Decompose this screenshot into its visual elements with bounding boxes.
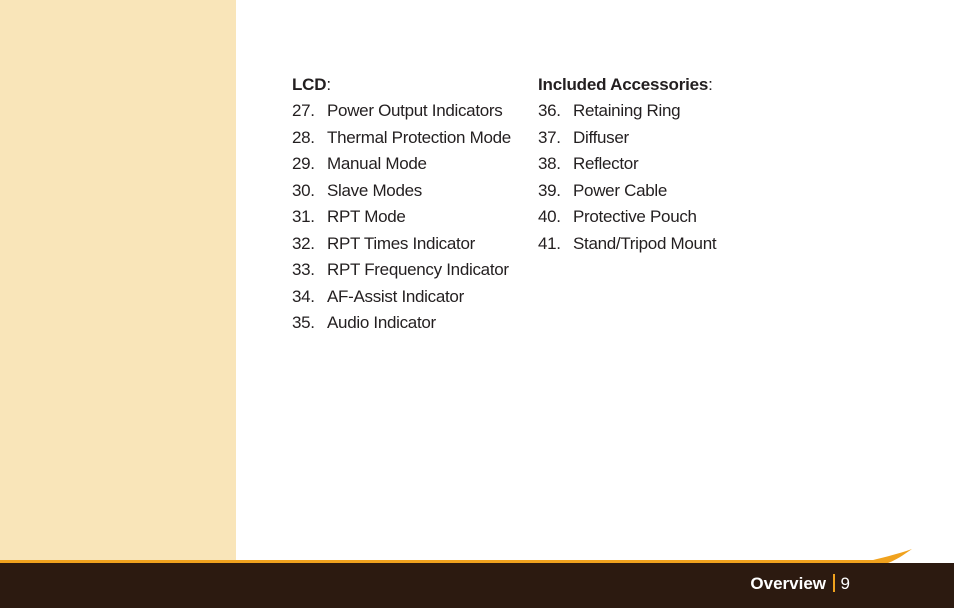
list-item [292,284,532,311]
item-label: Thermal Protection Mode [327,127,511,147]
item-number: 32. [292,233,315,253]
list-item [538,151,778,178]
item-number: 31. [292,207,315,226]
page-content [292,72,852,352]
list-item [292,98,532,125]
list-item [538,204,778,231]
list-item [538,231,778,258]
item-number: 41. [538,233,561,253]
item-label: RPT Times Indicator [327,233,475,253]
sidebar-panel [0,0,236,563]
item-label: Protective Pouch [573,207,697,226]
item-number: 33. [292,260,315,279]
lcd-heading-text: LCD [292,75,327,94]
accessories-column [538,72,778,257]
item-number: 37. [538,127,561,147]
item-number: 39. [538,180,561,200]
item-number: 27. [292,101,315,120]
list-item [538,178,778,205]
footer-separator [833,574,835,592]
item-label: Power Output Indicators [327,101,503,120]
footer-section-title: Overview [750,574,827,593]
item-label: RPT Frequency Indicator [327,260,509,279]
item-number: 30. [292,180,315,200]
list-item [292,204,532,231]
item-label: AF-Assist Indicator [327,286,464,306]
item-label: Diffuser [573,127,629,147]
item-label: Stand/Tripod Mount [573,233,717,253]
item-number: 36. [538,101,561,120]
accessories-heading-text: Included Accessories [538,75,709,94]
list-item [292,125,532,152]
accessories-list [538,98,778,257]
list-item [538,125,778,152]
item-number: 34. [292,286,315,306]
lcd-heading: LCD: [292,75,331,94]
item-label: Manual Mode [327,154,427,173]
list-item [538,98,778,125]
item-number: 38. [538,154,561,173]
accessories-heading: Included Accessories: [538,75,713,94]
item-label: Audio Indicator [327,313,436,332]
item-number: 40. [538,207,561,226]
lcd-list [292,98,532,337]
item-number: 35. [292,313,315,332]
lcd-column [292,72,532,337]
item-label: Power Cable [573,180,668,200]
item-label: Retaining Ring [573,101,681,120]
item-label: Slave Modes [327,180,422,200]
item-number: 28. [292,127,315,147]
item-number: 29. [292,154,315,173]
item-label: RPT Mode [327,207,406,226]
footer-page-label [750,573,850,595]
page-number: 9 [840,574,850,593]
list-item [292,178,532,205]
list-item [292,310,532,337]
list-item [292,151,532,178]
item-label: Reflector [573,154,639,173]
footer-accent-line [0,560,880,563]
list-item [292,231,532,258]
list-item [292,257,532,284]
